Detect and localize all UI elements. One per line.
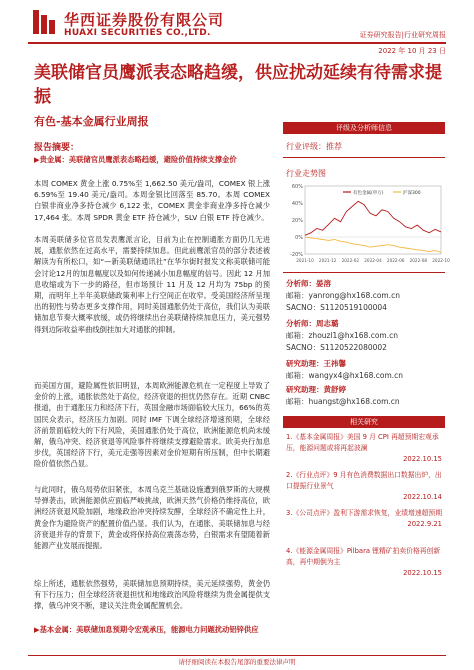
- chart-title: 行业走势图: [286, 169, 326, 178]
- series-line-1: [305, 237, 441, 252]
- analyst-role: 分析师：: [286, 279, 316, 288]
- company-name-cn: 华西证券股份有限公司: [64, 11, 225, 29]
- x-tick-label: 2022-06: [386, 258, 405, 263]
- related-item-date: 2022.10.15: [403, 455, 442, 463]
- related-research-header: 相关研究: [283, 416, 445, 428]
- analyst-email: 邮箱：yanrong@hx168.com.cn: [286, 291, 400, 300]
- analyst-block-4: [286, 384, 400, 408]
- company-logo: [30, 9, 56, 35]
- chart-frame: [305, 186, 441, 254]
- analyst-block-3: [286, 358, 403, 382]
- section-heading-base-metals: ▶基本金属：美联储加息预期令宏观承压，能源电力问题扰动铝锌供应: [34, 625, 259, 634]
- x-tick-label: 2022-04: [364, 258, 382, 263]
- x-tick-label: 2021-10: [296, 258, 314, 263]
- analyst-name: 王祎馨: [323, 359, 346, 368]
- analyst-name: 周志璐: [316, 319, 339, 328]
- related-item[interactable]: [286, 432, 442, 465]
- report-title: 美联储官员鹰派表态略趋缓，供应扰动延续有待需求提振: [34, 63, 442, 107]
- related-item-text: 4.《能源金属周报》Pilbara 锂精矿拍卖价格再创新高，再中期倒为主: [286, 547, 441, 566]
- analyst-email: 邮箱：wangyx4@hx168.com.cn: [286, 371, 404, 380]
- analyst-sac: SACNO：S1120519100004: [286, 303, 387, 312]
- related-item[interactable]: [286, 470, 442, 503]
- report-subtitle: 有色-基本金属行业周报: [34, 115, 149, 128]
- analyst-block-1: [286, 278, 400, 314]
- related-item-text: 3.《公司点评》盈利下游需求恢复，业绩增速超预期: [286, 509, 443, 517]
- x-tick-label: 2022-10: [432, 258, 450, 263]
- rating-divider: [283, 157, 445, 158]
- y-tick-label: -20%: [290, 252, 303, 258]
- y-tick-label: 0%: [295, 235, 303, 241]
- y-tick-label: 60%: [291, 184, 303, 190]
- x-tick-label: 2021-12: [318, 258, 337, 263]
- footer-disclaimer: 请仔细阅读在本报告尾部的重要法律声明: [178, 658, 296, 666]
- x-tick-label: 2022-02: [341, 258, 360, 263]
- analyst-name: 晏溶: [316, 279, 331, 288]
- related-item-text: 1.《基本金属周报》美国 9 月 CPI 再超预期宏观承压，能源问题或将再起波澜: [286, 433, 439, 452]
- report-type-tags: 证券研究报告|行业研究周报: [359, 31, 446, 39]
- analyst-block-2: [286, 318, 398, 354]
- analyst-sac: SACNO：S1120522080002: [286, 343, 387, 352]
- footer-divider: [28, 655, 446, 656]
- paragraph: 本周美联储多位官员发表鹰派言论，目前为止在控制通胀方面仍几无进展，通胀依然在过高水平，需要持续加息。但此前鹰派官员的部分表述被解读为有所松口，如“—新美联储通讯社”在华尔街时报发文称美联储可能会讨论12月的加息幅度以及如何传递减小加息幅度的信号。因此 12 月加息收缩或为下一步的路径，但市场预计 11 月及 12 月均为 75bp 的预期，而明年上半年美联储政策利率上行空间正在收窄。受美国经济所呈现出的韧性与势态更多支撑作用，同时美国通胀仍处于高位，我们认为美联储加息节奏大概率放缓，或仍将继续出台美联储持续加息压力，美元强势得到边际收益率曲线倒挂加大对通胀的抑制。: [34, 235, 270, 334]
- series-line-0: [305, 201, 441, 235]
- analyst-role: 研究助理：: [286, 385, 324, 394]
- header-divider: [28, 42, 446, 44]
- related-item-text: 2.《行业点评》9 月有色消费数据出口数据出炉，出口提振行业景气: [286, 471, 442, 490]
- paragraph: 与此同时，俄乌局势依旧紧张，本周乌克兰基础设施遭到俄罗斯的大规模导弹袭击，欧洲能源供应面临严峻挑战，欧洲天然气价格仍维持高位，欧洲经济衰退风险加剧，地缘政治冲突持续发酵，全球经济不确定性上升，黄金作为避险资产的配置价值凸显。我们认为，在通胀、美联储加息与经济衰退并存的背景下，黄金或将保持高位震荡态势，白银需求有望随着新能源产业发展而提振。: [34, 485, 270, 551]
- related-item[interactable]: [286, 508, 442, 530]
- analyst-email: 邮箱：zhouzl1@hx168.com.cn: [286, 331, 398, 340]
- related-item[interactable]: [286, 546, 442, 579]
- industry-trend-chart: [283, 180, 450, 268]
- company-name-en: HUAXI SECURITIES CO.,LTD.: [64, 28, 211, 38]
- analyst-email: 邮箱：huangst@hx168.com.cn: [286, 397, 400, 406]
- summary-label: 报告摘要：: [34, 143, 80, 153]
- paragraph: 本周 COMEX 黄金上涨 0.75%至 1,662.50 美元/盎司，COMEX 银上涨 6.59%至 19.40 美元/盎司。本周金银比回落至 85.70。本周 COMEX 白银非商业净多持仓减少 6,122 张，COMEX 黄金非商业净多持仓减少 17,464 张。本周 SPDR 黄金 ETF 持仓减少，SLV 白银 ETF 持仓减少。: [34, 179, 270, 222]
- industry-rating: 行业评级：推荐: [286, 142, 342, 151]
- analyst-role: 研究助理：: [286, 359, 324, 368]
- x-tick-label: 2022-08: [409, 258, 428, 263]
- related-item-date: 2022.10.15: [403, 569, 442, 577]
- chart-divider: [283, 272, 445, 273]
- rating-section-header: 评级及分析师信息: [283, 122, 445, 134]
- section-heading-precious-metals: ▶贵金属：美联储官员鹰派表态略趋缓，避险价值持续支撑金价: [34, 155, 237, 164]
- related-item-date: 2022.9.21: [407, 520, 442, 528]
- analyst-name: 黄舒婷: [323, 385, 346, 394]
- legend-label: 沪深300: [403, 191, 421, 196]
- report-date: 2022 年 10 月 23 日: [378, 47, 446, 55]
- y-tick-label: 40%: [291, 201, 303, 207]
- related-item-date: 2022.10.14: [403, 493, 442, 501]
- y-tick-label: 20%: [291, 218, 303, 224]
- paragraph: 综上所述，通胀依然强势，美联储加息预期持续，美元延续强势，黄金仍有下行压力；但全球经济衰退担忧和地缘政治风险将继续为贵金属提供支撑，俄乌冲突不断，建议关注贵金属配置机会。: [34, 579, 270, 611]
- paragraph: 而美国方面，避险属性依旧明显，本周欧洲能源危机在一定程度上导致了金价的上涨，通胀依然处于高位，经济衰退的担忧仍然存在。近期 CNBC 报道，由于通胀压力和经济下行，英国金融市场面临较大压力，66%的英国民众表示，经济压力加剧。同时 IMF 下调全球经济增速预期，全球经济前景面临较大的下行风险，美国通胀仍处于高位，欧洲能源危机尚未缓解，俄乌冲突、经济衰退等风险事件将继续支撑避险需求。欧美央行加息步伐，英国经济下行，美元走强等因素对金价短期有所压制，但中长期避险价值依然凸显。: [34, 381, 270, 469]
- legend-label: 有色金属(申万): [353, 191, 384, 196]
- analyst-role: 分析师：: [286, 319, 316, 328]
